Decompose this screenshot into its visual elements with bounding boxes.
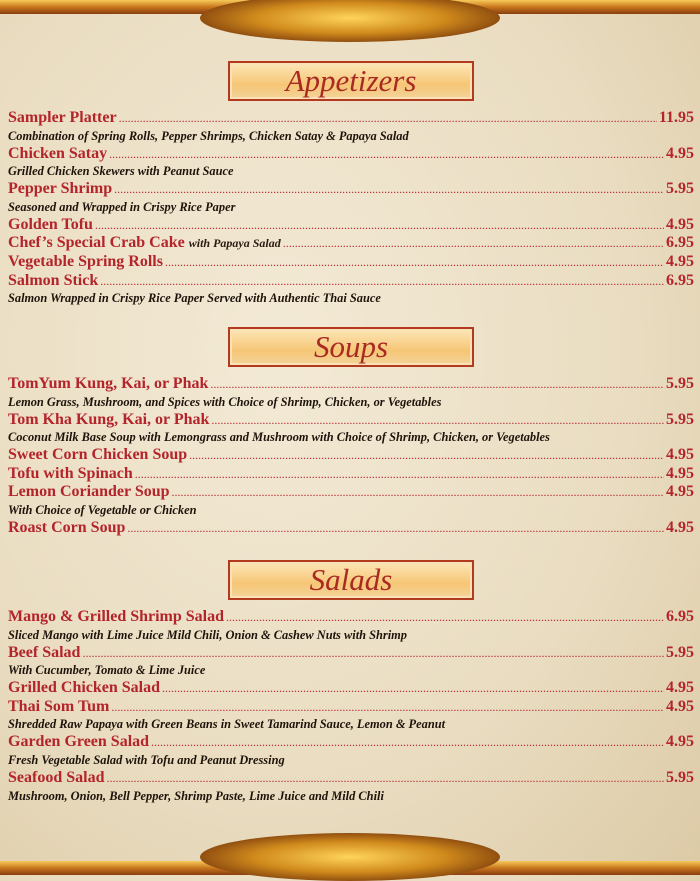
item-price: 11.95 bbox=[658, 109, 694, 126]
menu-item bbox=[8, 375, 694, 394]
dot-leader bbox=[151, 733, 664, 752]
item-description: Salmon Wrapped in Crispy Rice Paper Served with Authentic Thai Sauce bbox=[8, 291, 381, 306]
item-description: Fresh Vegetable Salad with Tofu and Peanut Dressing bbox=[8, 752, 285, 767]
dot-leader bbox=[82, 644, 664, 663]
item-name: Thai Som Tum bbox=[8, 697, 110, 715]
menu-item bbox=[8, 272, 694, 291]
dot-leader bbox=[119, 109, 657, 128]
dot-leader bbox=[189, 446, 664, 465]
top-ornament-icon bbox=[200, 0, 500, 42]
item-description: Shredded Raw Papaya with Green Beans in Sweet Tamarind Sauce, Lemon & Peanut bbox=[8, 717, 446, 732]
item-price: 4.95 bbox=[666, 215, 694, 233]
item-price: 6.95 bbox=[666, 608, 694, 625]
item-price: 4.95 bbox=[666, 252, 694, 270]
item-description: Seasoned and Wrapped in Crispy Rice Paper bbox=[8, 199, 236, 214]
item-price: 5.95 bbox=[666, 410, 694, 428]
item-name: Salmon Stick bbox=[8, 271, 99, 289]
item-description: Grilled Chicken Skewers with Peanut Sauce bbox=[8, 164, 234, 179]
item-price: 4.95 bbox=[666, 446, 694, 464]
item-description: Lemon Grass, Mushroom, and Spices with Choice of Shrimp, Chicken, or Vegetables bbox=[8, 394, 442, 409]
section-title-box bbox=[228, 327, 474, 367]
item-price: 4.95 bbox=[666, 144, 694, 162]
item-name-suffix: with Papaya Salad bbox=[188, 236, 281, 251]
item-name: Mango & Grilled Shrimp Salad bbox=[8, 608, 225, 625]
item-price: 5.95 bbox=[666, 180, 694, 198]
menu-item bbox=[8, 769, 694, 788]
dot-leader bbox=[106, 769, 664, 788]
item-name: Chicken Satay bbox=[8, 144, 108, 162]
dot-leader bbox=[109, 145, 664, 164]
item-price: 4.95 bbox=[666, 733, 694, 751]
item-price: 6.95 bbox=[666, 271, 694, 289]
dot-leader bbox=[135, 465, 664, 484]
item-name: Seafood Salad bbox=[8, 768, 105, 786]
item-price: 5.95 bbox=[666, 768, 694, 786]
section-soups bbox=[8, 327, 694, 538]
item-name: Beef Salad bbox=[8, 643, 81, 661]
item-name: Roast Corn Soup bbox=[8, 518, 126, 536]
menu-item bbox=[8, 109, 694, 128]
dot-leader bbox=[211, 411, 664, 430]
item-description: With Cucumber, Tomato & Lime Juice bbox=[8, 663, 206, 678]
section-title-box bbox=[228, 560, 474, 600]
item-name: Sampler Platter bbox=[8, 109, 117, 126]
menu-item bbox=[8, 253, 694, 272]
section-title: Soups bbox=[313, 329, 389, 364]
menu-item bbox=[8, 446, 694, 465]
section-title: Salads bbox=[309, 562, 393, 597]
item-name: Golden Tofu bbox=[8, 215, 93, 233]
section-title: Appetizers bbox=[285, 63, 417, 98]
item-price: 6.95 bbox=[666, 234, 694, 252]
dot-leader bbox=[111, 698, 664, 717]
item-description: With Choice of Vegetable or Chicken bbox=[8, 502, 197, 517]
item-price: 5.95 bbox=[666, 375, 694, 392]
menu-item bbox=[8, 411, 694, 430]
item-price: 4.95 bbox=[666, 483, 694, 501]
item-name: Garden Green Salad bbox=[8, 733, 150, 751]
item-description: Coconut Milk Base Soup with Lemongrass and Mushroom with Choice of Shrimp, Chicken, or Vegetables bbox=[8, 430, 550, 445]
menu-item bbox=[8, 465, 694, 484]
menu-item bbox=[8, 698, 694, 717]
dot-leader bbox=[162, 679, 664, 698]
dot-leader bbox=[165, 253, 664, 272]
item-name: Lemon Coriander Soup bbox=[8, 483, 170, 501]
item-price: 4.95 bbox=[666, 697, 694, 715]
item-name: Chef’s Special Crab Cake bbox=[8, 234, 185, 252]
menu-item bbox=[8, 519, 694, 538]
menu-item bbox=[8, 145, 694, 164]
item-name: Vegetable Spring Rolls bbox=[8, 252, 163, 270]
menu-item bbox=[8, 608, 694, 627]
dot-leader bbox=[100, 272, 664, 291]
item-price: 4.95 bbox=[666, 464, 694, 482]
dot-leader bbox=[95, 216, 664, 235]
section-salads bbox=[8, 560, 694, 805]
section-title-box bbox=[228, 61, 474, 101]
item-description: Combination of Spring Rolls, Pepper Shrimps, Chicken Satay & Papaya Salad bbox=[8, 128, 409, 143]
item-name: Grilled Chicken Salad bbox=[8, 679, 161, 697]
item-name: Tom Kha Kung, Kai, or Phak bbox=[8, 410, 210, 428]
dot-leader bbox=[172, 483, 664, 502]
item-name: Sweet Corn Chicken Soup bbox=[8, 446, 188, 464]
dot-leader bbox=[283, 234, 664, 253]
section-appetizers bbox=[8, 61, 694, 307]
item-description: Sliced Mango with Lime Juice Mild Chili, Onion & Cashew Nuts with Shrimp bbox=[8, 627, 407, 642]
item-name: TomYum Kung, Kai, or Phak bbox=[8, 375, 209, 392]
dot-leader bbox=[226, 608, 664, 627]
dot-leader bbox=[114, 180, 664, 199]
menu-item bbox=[8, 216, 694, 235]
item-price: 4.95 bbox=[666, 518, 694, 536]
bottom-ornament-icon bbox=[200, 833, 500, 881]
menu-item bbox=[8, 483, 694, 502]
item-name: Tofu with Spinach bbox=[8, 464, 133, 482]
menu-item bbox=[8, 180, 694, 199]
menu-item bbox=[8, 733, 694, 752]
menu-item bbox=[8, 234, 694, 253]
item-description: Mushroom, Onion, Bell Pepper, Shrimp Paste, Lime Juice and Mild Chili bbox=[8, 788, 384, 803]
item-name: Pepper Shrimp bbox=[8, 180, 113, 198]
dot-leader bbox=[127, 519, 664, 538]
menu-item bbox=[8, 644, 694, 663]
item-price: 5.95 bbox=[666, 643, 694, 661]
menu-item bbox=[8, 679, 694, 698]
item-price: 4.95 bbox=[666, 679, 694, 697]
dot-leader bbox=[210, 375, 664, 394]
